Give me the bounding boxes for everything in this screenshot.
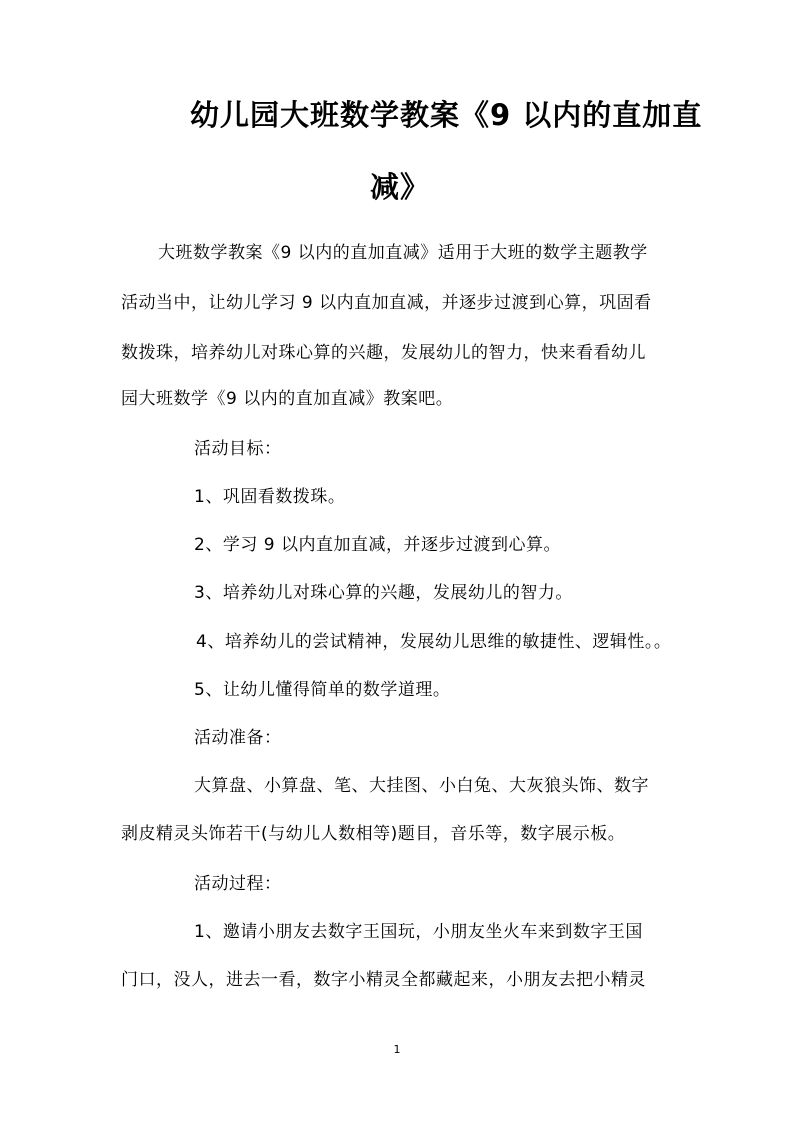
preparation-line-1: 大算盘、小算盘、笔、大挂图、小白兔、大灰狼头饰、数字 (194, 776, 649, 796)
intro-line-3: 数拨珠，培养幼儿对珠心算的兴趣，发展幼儿的智力，快来看看幼儿 (121, 343, 646, 363)
page-number: 1 (393, 1043, 401, 1056)
section-heading-process: 活动过程： (194, 874, 282, 894)
intro-line-2: 活动当中，让幼儿学习 9 以内直加直减，并逐步过渡到心算，巩固看 (121, 293, 652, 313)
goal-item-1: 1、巩固看数拨珠。 (194, 487, 346, 507)
document-title-line-1: 幼儿园大班数学教案《9 以内的直加直 (190, 98, 703, 132)
section-heading-preparation: 活动准备： (194, 728, 282, 748)
preparation-line-2: 剥皮精灵头饰若干(与幼儿人数相等)题目，音乐等，数字展示板。 (121, 824, 626, 844)
goal-item-5: 5、让幼儿懂得简单的数学道理。 (194, 680, 451, 700)
intro-line-4: 园大班数学《9 以内的直加直减》教案吧。 (121, 389, 454, 409)
section-heading-goals: 活动目标： (194, 439, 282, 459)
goal-item-2: 2、学习 9 以内直加直减，并逐步过渡到心算。 (194, 535, 561, 555)
process-line-1: 1、邀请小朋友去数字王国玩，小朋友坐火车来到数字王国 (194, 922, 643, 942)
goal-item-4: 4、培养幼儿的尝试精神，发展幼儿思维的敏捷性、逻辑性。。 (196, 632, 672, 652)
intro-line-1: 大班数学教案《9 以内的直加直减》适用于大班的数学主题教学 (158, 243, 648, 263)
process-line-2: 门口，没人，进去一看，数字小精灵全都藏起来，小朋友去把小精灵 (121, 970, 646, 990)
goal-item-3: 3、培养幼儿对珠心算的兴趣，发展幼儿的智力。 (194, 583, 573, 603)
document-title-line-2: 减》 (370, 170, 431, 204)
